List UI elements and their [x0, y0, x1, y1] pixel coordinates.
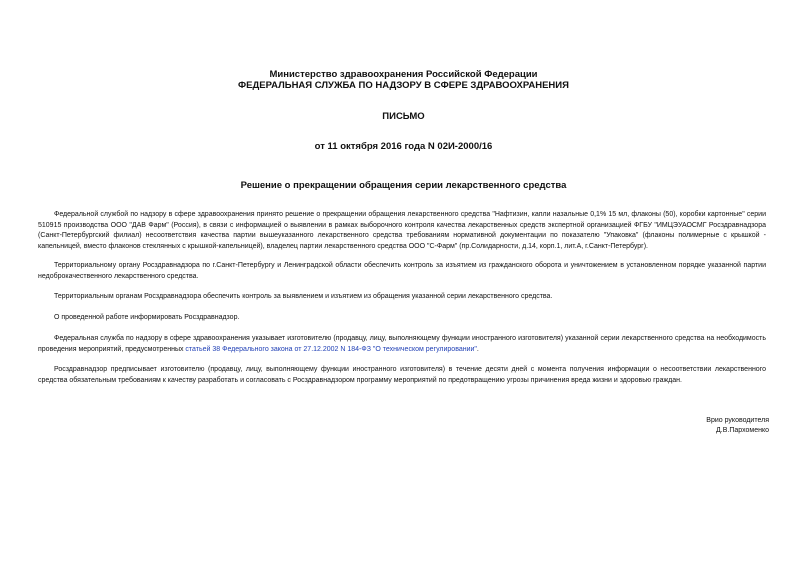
document-subject: Решение о прекращении обращения серии лекарственного средства: [240, 180, 567, 191]
body-paragraph-6: [38, 365, 766, 386]
paragraph-text: Федеральной службой по надзору в сфере здравоохранения принято решение о прекращении обращения лекарственного средства "Нафтизин, капли назальные 0,1% 15 мл, флаконы (50), коробки картонные" серии 510915 производства ООО "ДАВ Фарм" (Россия), в связи с информацией о выявлении в рамках выборочного контроля качества лекарственных средств экспертной организацией ФГБУ "ИМЦЭУАОСМГ Росздравнадзора (Санкт-Петербургский филиал) несоответствия качества партии вышеуказанного лекарственного средства требованиям нормативной документации по показателю "Упаковка" (флаконы полимерные с крышкой - капельницей, вместо флаконов стеклянных с крышкой-капельницей), владелец партии лекарственного средства ООО "С-Фарм" (пр.Солидарности, д.14, корп.1, лит.А, г.Санкт-Петербург).: [38, 211, 766, 250]
body-paragraph-5: [38, 334, 766, 355]
paragraph-text: Росздравнадзор предписывает изготовителю (продавцу, лицу, выполняющему функции иностранного изготовителя) в течение десяти дней с момента получения информации о несоответствии лекарственного средства обязательным требованиям к качеству разработать и согласовать с Росздравнадзором программу мероприятий по предотвращению угрозы причинения вреда жизни и здоровью граждан.: [38, 366, 766, 384]
paragraph-text-after-link: .: [476, 345, 479, 353]
ministry-heading: Министерство здравоохранения Российской Федерации: [269, 69, 538, 80]
paragraph-text: О проведенной работе информировать Росздравнадзор.: [54, 314, 240, 321]
paragraph-text: [38, 334, 766, 355]
document-type: ПИСЬМО: [382, 111, 425, 122]
signature-name: Д.В.Пархоменко: [716, 427, 769, 434]
body-paragraph-3: [38, 292, 766, 303]
body-paragraph-1: [38, 210, 766, 252]
paragraph-text: Территориальным органам Росздравнадзора обеспечить контроль за выявлением и изъятием из обращения указанной серии лекарственного средства.: [54, 293, 553, 300]
body-paragraph-4: [38, 313, 766, 324]
law-reference-link[interactable]: статьей 38 Федерального закона от 27.12.2002 N 184-ФЗ "О техническом регулировании": [185, 345, 477, 353]
paragraph-text: Территориальному органу Росздравнадзора по г.Санкт-Петербургу и Ленинградской области обеспечить контроль за изъятием из гражданского оборота и уничтожением в установленном порядке указанной партии недоброкачественного лекарственного средства.: [38, 262, 766, 280]
signature-position: Врио руководителя: [706, 417, 769, 424]
document-date-number: от 11 октября 2016 года N 02И-2000/16: [314, 141, 493, 152]
body-paragraph-2: [38, 261, 766, 282]
paragraph-text-before-link: Федеральная служба по надзору в сфере здравоохранения указывает изготовителю (продавцу, лицу, выполняющему функции иностранного изготовителя) указанной серии лекарственного средства на необходимость проведения мероприятий, предусмотренных: [38, 335, 766, 353]
service-heading: ФЕДЕРАЛЬНАЯ СЛУЖБА ПО НАДЗОРУ В СФЕРЕ ЗДРАВООХРАНЕНИЯ: [238, 80, 569, 91]
